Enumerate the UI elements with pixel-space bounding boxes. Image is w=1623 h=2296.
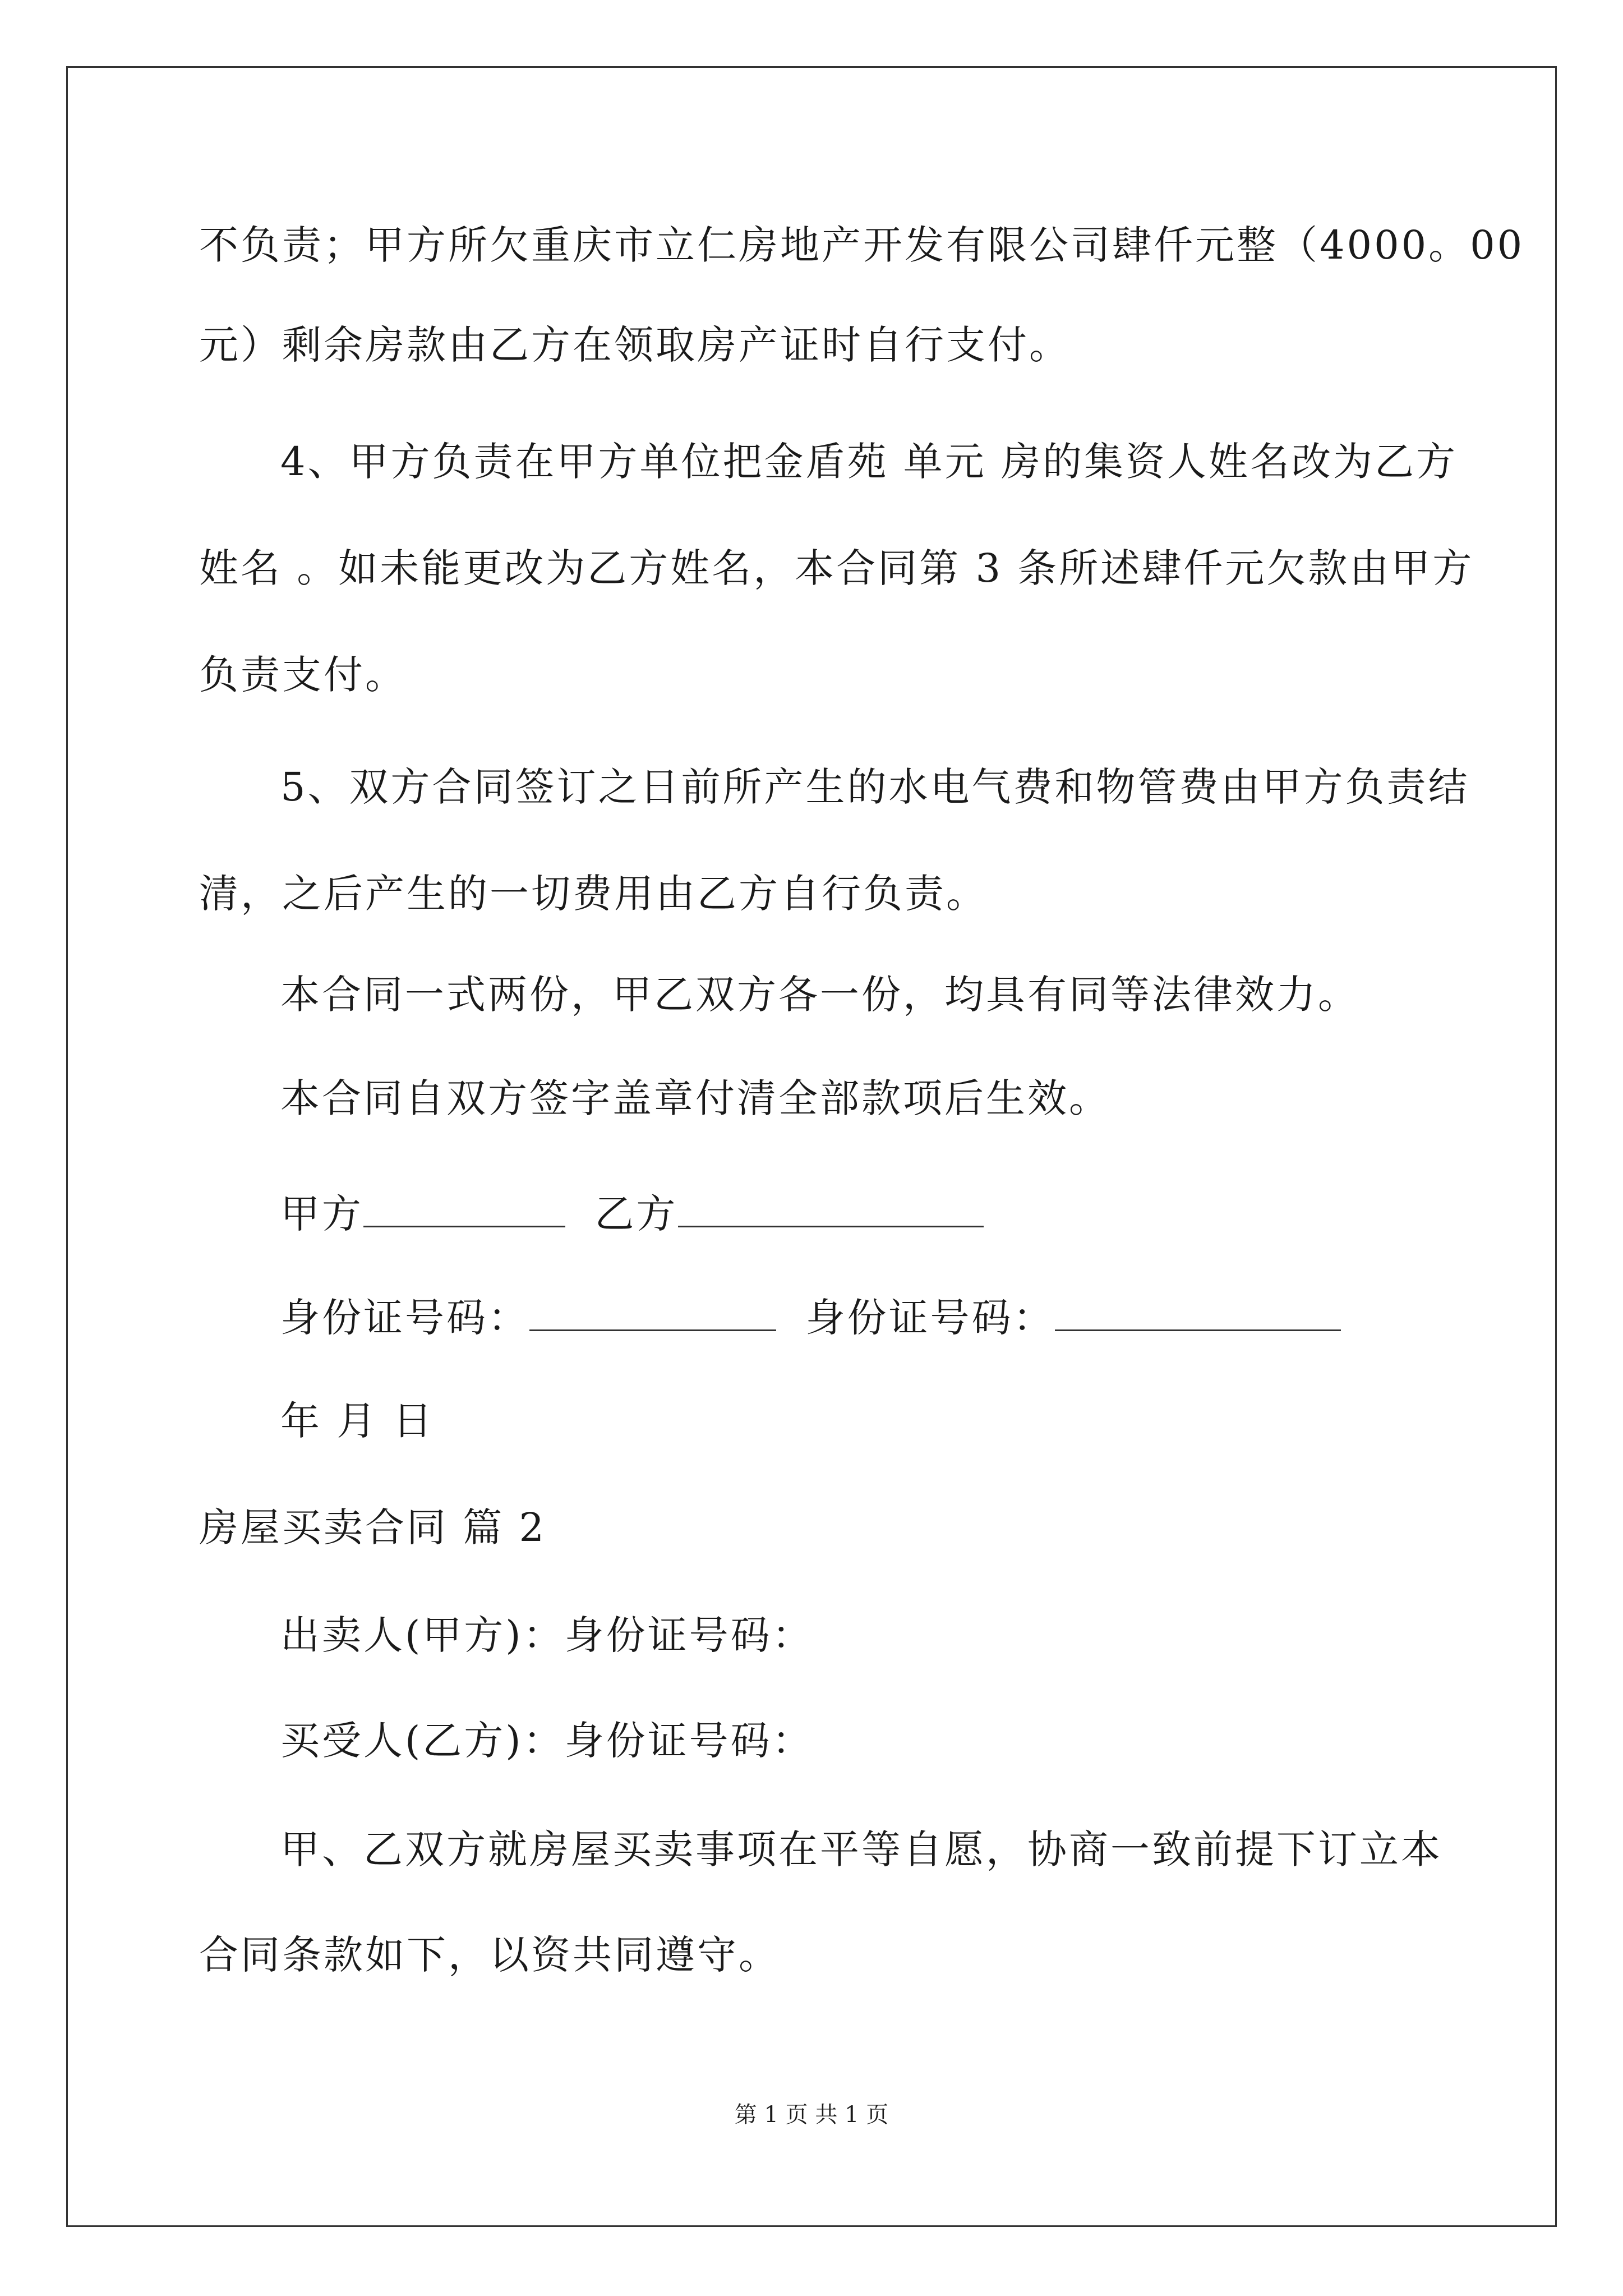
paragraph-line: 负责支付。 bbox=[199, 652, 407, 698]
party-b-blank bbox=[678, 1186, 984, 1227]
party-a-blank bbox=[363, 1186, 565, 1227]
intro-line: 甲、乙双方就房屋买卖事项在平等自愿，协商一致前提下订立本 bbox=[280, 1826, 1442, 1872]
id-label-b: 身份证号码： bbox=[805, 1295, 1055, 1341]
page-border bbox=[66, 66, 1557, 2227]
seller-line: 出卖人(甲方)：身份证号码： bbox=[280, 1612, 814, 1658]
copies-clause: 本合同一式两份，甲乙双方各一份，均具有同等法律效力。 bbox=[280, 972, 1359, 1018]
id-label-a: 身份证号码： bbox=[280, 1295, 529, 1341]
id-number-line bbox=[280, 1290, 1341, 1343]
party-b-label: 乙方 bbox=[594, 1191, 678, 1237]
clause-4-line: 4、甲方负责在甲方单位把金盾苑 单元 房的集资人姓名改为乙方 bbox=[280, 439, 1458, 485]
id-blank-a bbox=[529, 1290, 776, 1331]
date-line: 年 月 日 bbox=[280, 1398, 435, 1444]
paragraph-line: 不负责；甲方所欠重庆市立仁房地产开发有限公司肆仟元整（4000。00 bbox=[199, 222, 1525, 268]
intro-line: 合同条款如下，以资共同遵守。 bbox=[199, 1932, 780, 1978]
paragraph-line: 元）剩余房款由乙方在领取房产证时自行支付。 bbox=[199, 322, 1071, 368]
page-footer: 第 1 页 共 1 页 bbox=[734, 2102, 889, 2128]
effective-clause: 本合同自双方签字盖章付清全部款项后生效。 bbox=[280, 1075, 1110, 1121]
paragraph-line: 姓名 。如未能更改为乙方姓名，本合同第 3 条所述肆仟元欠款由甲方 bbox=[199, 545, 1474, 591]
buyer-line: 买受人(乙方)：身份证号码： bbox=[280, 1718, 814, 1764]
paragraph-line: 清，之后产生的一切费用由乙方自行负责。 bbox=[199, 871, 988, 917]
party-a-label: 甲方 bbox=[280, 1191, 363, 1237]
section-title: 房屋买卖合同 篇 2 bbox=[199, 1504, 547, 1550]
clause-5-line: 5、双方合同签订之日前所产生的水电气费和物管费由甲方负责结 bbox=[280, 764, 1470, 810]
id-blank-b bbox=[1055, 1290, 1341, 1331]
party-signature-line bbox=[280, 1186, 984, 1239]
